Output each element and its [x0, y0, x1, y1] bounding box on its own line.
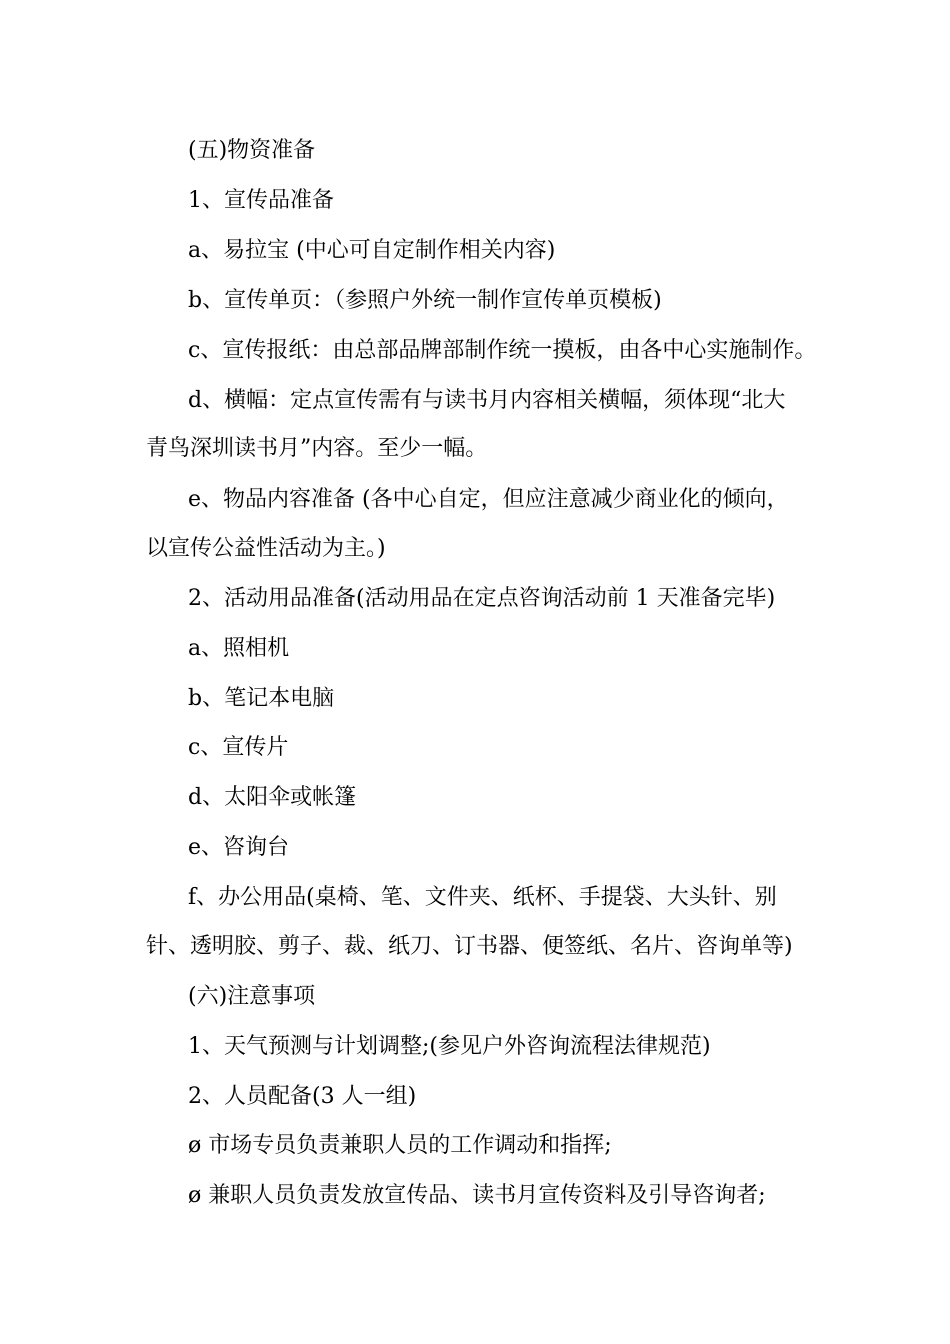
list-item: a、照相机 [188, 636, 290, 661]
list-item-continuation: 针、透明胶、剪子、裁、纸刀、订书器、便签纸、名片、咨询单等) [146, 934, 793, 959]
list-item: a、易拉宝 (中心可自定制作相关内容) [188, 238, 556, 263]
list-item: e、咨询台 [188, 835, 290, 860]
list-item: e、物品内容准备 (各中心自定，但应注意减少商业化的倾向， [188, 487, 789, 512]
section-heading-materials: (五)物资准备 [188, 138, 316, 163]
list-item: 1、天气预测与计划调整;(参见户外咨询流程法律规范) [188, 1034, 711, 1059]
list-item-continuation: 以宣传公益性活动为主。) [146, 536, 386, 561]
bullet-item: ø 兼职人员负责发放宣传品、读书月宣传资料及引导咨询者; [188, 1183, 766, 1208]
bullet-item: ø 市场专员负责兼职人员的工作调动和指挥; [188, 1133, 612, 1158]
list-item: b、宣传单页：（参照户外统一制作宣传单页模板) [188, 288, 662, 313]
list-item: 2、人员配备(3 人一组) [188, 1084, 417, 1109]
list-item: b、笔记本电脑 [188, 686, 335, 711]
section-heading-notes: (六)注意事项 [188, 984, 316, 1009]
subheading-promo-materials: 1、宣传品准备 [188, 188, 334, 213]
list-item: d、横幅：定点宣传需有与读书月内容相关横幅，须体现“北大 [188, 388, 786, 413]
subheading-activity-supplies: 2、活动用品准备(活动用品在定点咨询活动前 1 天准备完毕) [188, 586, 776, 611]
list-item: c、宣传片 [188, 735, 289, 760]
list-item: f、办公用品(桌椅、笔、文件夹、纸杯、手提袋、大头针、别 [188, 885, 777, 910]
list-item-continuation: 青鸟深圳读书月”内容。至少一幅。 [146, 436, 488, 461]
list-item: d、太阳伞或帐篷 [188, 785, 357, 810]
list-item: c、宣传报纸：由总部品牌部制作统一摸板，由各中心实施制作。 [188, 338, 817, 363]
